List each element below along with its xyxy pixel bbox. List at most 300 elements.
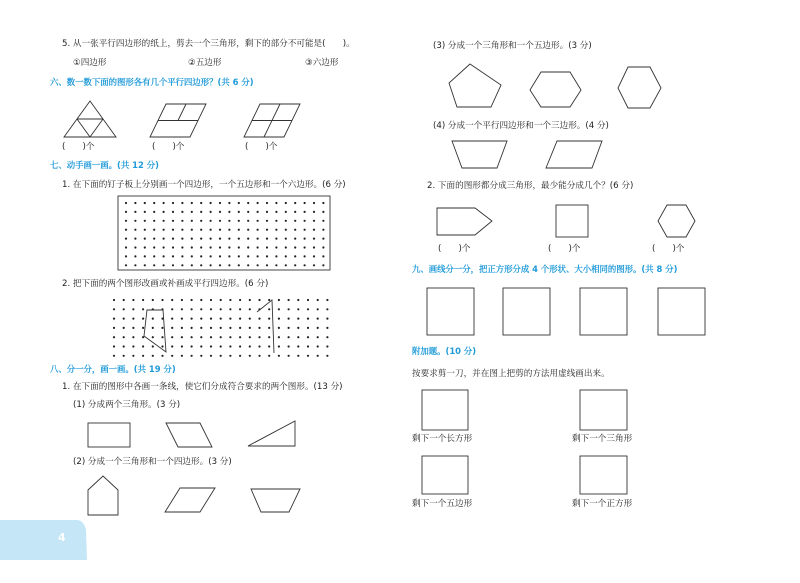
peg-dot bbox=[123, 308, 125, 310]
peg-dot bbox=[307, 299, 309, 301]
peg-dot bbox=[181, 255, 183, 257]
option-3: ③六边形 bbox=[305, 58, 339, 68]
peg-dot bbox=[153, 238, 155, 240]
peg-dot bbox=[239, 355, 241, 357]
parallelogram-figure-2 bbox=[165, 488, 215, 512]
peg-dot bbox=[191, 336, 193, 338]
peg-dot bbox=[326, 355, 328, 357]
bonus-title: 附加题。(10 分) bbox=[412, 346, 477, 356]
peg-dot bbox=[228, 211, 230, 213]
peg-dot bbox=[172, 255, 174, 257]
peg-dot bbox=[200, 327, 202, 329]
peg-dot bbox=[144, 220, 146, 222]
peg-dot bbox=[220, 327, 222, 329]
peg-dot bbox=[322, 255, 324, 257]
peg-dot bbox=[313, 238, 315, 240]
peg-dot bbox=[229, 355, 231, 357]
peg-dot bbox=[153, 220, 155, 222]
peg-dot bbox=[266, 238, 268, 240]
peg-dot bbox=[125, 238, 127, 240]
peg-dot bbox=[313, 220, 315, 222]
peg-dot bbox=[288, 355, 290, 357]
peg-dot bbox=[132, 336, 134, 338]
peg-dot bbox=[132, 308, 134, 310]
divide-square-2 bbox=[503, 288, 550, 335]
peg-dot bbox=[144, 255, 146, 257]
count-figure-parallelogram-b bbox=[244, 104, 300, 137]
trapezoid-figure-2 bbox=[452, 141, 507, 168]
peg-dot bbox=[239, 318, 241, 320]
peg-dot bbox=[172, 246, 174, 248]
peg-dot bbox=[326, 308, 328, 310]
peg-dot bbox=[191, 345, 193, 347]
peg-dot bbox=[181, 345, 183, 347]
peg-dot bbox=[191, 299, 193, 301]
peg-board-1-dots bbox=[125, 202, 325, 267]
hexagon-figure-3 bbox=[658, 205, 695, 237]
peg-dot bbox=[258, 327, 260, 329]
peg-dot bbox=[247, 211, 249, 213]
peg-dot bbox=[161, 345, 163, 347]
bonus-label-pentagon: 剩下一个五边形 bbox=[412, 499, 473, 509]
peg-dot bbox=[239, 327, 241, 329]
peg-dot bbox=[288, 318, 290, 320]
bonus-label-rectangle: 剩下一个长方形 bbox=[412, 434, 473, 444]
peg-dot bbox=[294, 211, 296, 213]
peg-dot bbox=[326, 299, 328, 301]
peg-dot bbox=[317, 299, 319, 301]
arrow-pentagon-figure bbox=[437, 208, 492, 235]
peg-dot bbox=[249, 327, 251, 329]
peg-dot bbox=[307, 345, 309, 347]
peg-dot bbox=[200, 238, 202, 240]
section-8-title: 八、分一分，画一画。(共 19 分) bbox=[50, 364, 176, 374]
peg-dot bbox=[163, 246, 165, 248]
peg-dot bbox=[219, 202, 221, 204]
peg-dot bbox=[297, 345, 299, 347]
peg-dot bbox=[326, 345, 328, 347]
peg-dot bbox=[275, 220, 277, 222]
question-8-1-2: (2) 分成一个三角形和一个四边形。(3 分) bbox=[73, 457, 232, 467]
peg-dot bbox=[181, 336, 183, 338]
peg-dot bbox=[322, 229, 324, 231]
peg-dot bbox=[249, 336, 251, 338]
peg-dot bbox=[238, 229, 240, 231]
peg-dot bbox=[153, 255, 155, 257]
peg-dot bbox=[144, 229, 146, 231]
peg-board-1 bbox=[118, 196, 330, 270]
question-8-1-3: (3) 分成一个三角形和一个五边形。(3 分) bbox=[433, 41, 592, 51]
peg-dot bbox=[134, 246, 136, 248]
peg-dot bbox=[220, 318, 222, 320]
bonus-label-triangle: 剩下一个三角形 bbox=[572, 434, 633, 444]
peg-dot bbox=[113, 308, 115, 310]
peg-dot bbox=[307, 336, 309, 338]
answer-blank-8-2-2: ( )个 bbox=[548, 244, 581, 254]
peg-dot bbox=[200, 202, 202, 204]
peg-dot bbox=[258, 345, 260, 347]
peg-dot bbox=[144, 264, 146, 266]
peg-dot bbox=[191, 246, 193, 248]
peg-dot bbox=[229, 345, 231, 347]
question-8-1-4: (4) 分成一个平行四边形和一个三边形。(4 分) bbox=[433, 121, 609, 131]
peg-dot bbox=[247, 246, 249, 248]
peg-dot bbox=[268, 299, 270, 301]
peg-dot bbox=[210, 318, 212, 320]
peg-dot bbox=[322, 202, 324, 204]
peg-dot bbox=[285, 202, 287, 204]
peg-dot bbox=[210, 229, 212, 231]
peg-dot bbox=[257, 202, 259, 204]
peg-dot bbox=[238, 238, 240, 240]
peg-dot bbox=[171, 355, 173, 357]
peg-dot bbox=[152, 355, 154, 357]
peg-dot bbox=[161, 355, 163, 357]
peg-dot bbox=[275, 211, 277, 213]
peg-dot bbox=[304, 238, 306, 240]
peg-dot bbox=[132, 318, 134, 320]
peg-dot bbox=[134, 238, 136, 240]
peg-dot bbox=[275, 238, 277, 240]
peg-dot bbox=[247, 255, 249, 257]
peg-dot bbox=[239, 308, 241, 310]
divide-square-3 bbox=[580, 288, 627, 335]
question-8-1: 1. 在下面的图形中各画一条线，使它们分成符合要求的两个图形。(13 分) bbox=[62, 382, 343, 392]
peg-dot bbox=[304, 246, 306, 248]
peg-dot bbox=[229, 318, 231, 320]
peg-dot bbox=[258, 355, 260, 357]
peg-dot bbox=[317, 345, 319, 347]
answer-blank-8-2-1: ( )个 bbox=[438, 244, 471, 254]
peg-dot bbox=[200, 255, 202, 257]
peg-dot bbox=[257, 255, 259, 257]
peg-dot bbox=[181, 355, 183, 357]
peg-dot bbox=[200, 355, 202, 357]
peg-dot bbox=[191, 327, 193, 329]
question-7-1: 1. 在下面的钉子板上分别画一个四边形，一个五边形和一个六边形。(6 分) bbox=[62, 180, 346, 190]
peg-dot bbox=[200, 264, 202, 266]
peg-dot bbox=[181, 238, 183, 240]
peg-dot bbox=[307, 308, 309, 310]
peg-dot bbox=[210, 336, 212, 338]
peg-dot bbox=[200, 308, 202, 310]
peg-dot bbox=[288, 308, 290, 310]
peg-dot bbox=[132, 299, 134, 301]
answer-blank-6-2: ( )个 bbox=[152, 142, 185, 152]
house-pentagon-figure bbox=[88, 476, 118, 515]
peg-dot bbox=[307, 355, 309, 357]
peg-dot bbox=[278, 336, 280, 338]
peg-dot bbox=[172, 220, 174, 222]
peg-dot bbox=[219, 246, 221, 248]
peg-dot bbox=[285, 220, 287, 222]
peg-dot bbox=[285, 246, 287, 248]
peg-dot bbox=[172, 202, 174, 204]
peg-dot bbox=[266, 229, 268, 231]
peg-dot bbox=[134, 202, 136, 204]
peg-dot bbox=[171, 299, 173, 301]
peg-dot bbox=[257, 264, 259, 266]
peg-dot bbox=[297, 327, 299, 329]
peg-dot bbox=[181, 318, 183, 320]
peg-dot bbox=[125, 220, 127, 222]
peg-dot bbox=[191, 229, 193, 231]
peg-dot bbox=[163, 229, 165, 231]
peg-dot bbox=[144, 202, 146, 204]
bonus-label-square: 剩下一个正方形 bbox=[572, 499, 633, 509]
peg-dot bbox=[181, 327, 183, 329]
peg-dot bbox=[181, 220, 183, 222]
peg-dot bbox=[181, 229, 183, 231]
peg-dot bbox=[172, 264, 174, 266]
peg-dot bbox=[163, 202, 165, 204]
peg-dot bbox=[317, 308, 319, 310]
pentagon-figure bbox=[449, 64, 501, 107]
peg-dot bbox=[257, 246, 259, 248]
peg-dot bbox=[297, 355, 299, 357]
peg-dot bbox=[304, 255, 306, 257]
peg-dot bbox=[123, 299, 125, 301]
peg-dot bbox=[229, 308, 231, 310]
peg-dot bbox=[210, 255, 212, 257]
peg-dot bbox=[123, 318, 125, 320]
peg-dot bbox=[268, 345, 270, 347]
peg-dot bbox=[247, 264, 249, 266]
peg-dot bbox=[322, 220, 324, 222]
peg-dot bbox=[249, 318, 251, 320]
parallelogram-figure-3 bbox=[546, 141, 602, 168]
peg-dot bbox=[210, 299, 212, 301]
peg-dot bbox=[210, 220, 212, 222]
peg-dot bbox=[191, 211, 193, 213]
peg-dot bbox=[161, 336, 163, 338]
peg-dot bbox=[210, 264, 212, 266]
peg-dot bbox=[317, 327, 319, 329]
peg-dot bbox=[219, 264, 221, 266]
peg-dot bbox=[142, 345, 144, 347]
peg-dot bbox=[123, 355, 125, 357]
peg-dot bbox=[191, 220, 193, 222]
peg-dot bbox=[219, 220, 221, 222]
peg-dot bbox=[229, 299, 231, 301]
peg-dot bbox=[125, 202, 127, 204]
peg-dot bbox=[297, 336, 299, 338]
peg-dot bbox=[125, 246, 127, 248]
peg-dot bbox=[313, 229, 315, 231]
peg-dot bbox=[238, 220, 240, 222]
peg-dot bbox=[200, 229, 202, 231]
answer-blank-6-1: ( )个 bbox=[62, 142, 95, 152]
page-number-tab bbox=[0, 520, 87, 560]
peg-dot bbox=[275, 246, 277, 248]
peg-dot bbox=[317, 318, 319, 320]
peg-dot bbox=[210, 308, 212, 310]
peg-dot bbox=[257, 211, 259, 213]
peg-dot bbox=[258, 318, 260, 320]
peg-dot bbox=[239, 299, 241, 301]
peg-dot bbox=[134, 255, 136, 257]
peg-dot bbox=[200, 318, 202, 320]
peg-dot bbox=[142, 327, 144, 329]
peg-dot bbox=[152, 336, 154, 338]
peg-dot bbox=[288, 299, 290, 301]
peg-dot bbox=[152, 318, 154, 320]
peg-dot bbox=[307, 327, 309, 329]
section-6-title: 六、数一数下面的图形各有几个平行四边形？(共 6 分) bbox=[50, 77, 254, 87]
peg-dot bbox=[247, 229, 249, 231]
peg-dot bbox=[153, 202, 155, 204]
peg-dot bbox=[113, 318, 115, 320]
peg-dot bbox=[125, 264, 127, 266]
peg-dot bbox=[181, 211, 183, 213]
peg-dot bbox=[132, 355, 134, 357]
peg-dot bbox=[257, 238, 259, 240]
peg-dot bbox=[229, 327, 231, 329]
peg-dot bbox=[288, 336, 290, 338]
divide-square-1 bbox=[427, 288, 474, 335]
peg-dot bbox=[294, 264, 296, 266]
peg-dot bbox=[268, 308, 270, 310]
peg-dot bbox=[132, 327, 134, 329]
peg-dot bbox=[278, 345, 280, 347]
peg-dot bbox=[220, 299, 222, 301]
peg-dot bbox=[288, 327, 290, 329]
question-8-2: 2. 下面的图形都分成三角形，最少能分成几个？(6 分) bbox=[427, 181, 634, 191]
peg-dot bbox=[326, 327, 328, 329]
peg-dot bbox=[210, 238, 212, 240]
peg-dot bbox=[278, 355, 280, 357]
peg-dot bbox=[304, 220, 306, 222]
peg-dot bbox=[275, 202, 277, 204]
peg-dot bbox=[268, 336, 270, 338]
peg-dot bbox=[304, 202, 306, 204]
peg-dot bbox=[294, 229, 296, 231]
peg-dot bbox=[152, 299, 154, 301]
peg-dot bbox=[268, 318, 270, 320]
peg-dot bbox=[123, 345, 125, 347]
bonus-square-triangle bbox=[580, 390, 627, 430]
peg-dot bbox=[304, 211, 306, 213]
peg-dot bbox=[228, 264, 230, 266]
peg-dot bbox=[220, 345, 222, 347]
count-figure-triangle bbox=[64, 101, 116, 137]
peg-dot bbox=[191, 202, 193, 204]
peg-dot bbox=[125, 211, 127, 213]
peg-dot bbox=[266, 202, 268, 204]
peg-dot bbox=[191, 355, 193, 357]
peg-dot bbox=[228, 220, 230, 222]
peg-dot bbox=[275, 264, 277, 266]
peg-dot bbox=[285, 264, 287, 266]
peg-dot bbox=[228, 229, 230, 231]
peg-dot bbox=[123, 327, 125, 329]
peg-dot bbox=[266, 220, 268, 222]
peg-dot bbox=[153, 211, 155, 213]
peg-dot bbox=[200, 211, 202, 213]
peg-dot bbox=[285, 238, 287, 240]
peg-dot bbox=[304, 264, 306, 266]
peg-dot bbox=[229, 336, 231, 338]
peg-dot bbox=[239, 336, 241, 338]
peg-dot bbox=[113, 327, 115, 329]
divide-square-4 bbox=[658, 288, 705, 335]
peg-dot bbox=[191, 238, 193, 240]
peg-dot bbox=[249, 345, 251, 347]
peg-dot bbox=[220, 355, 222, 357]
peg-dot bbox=[307, 318, 309, 320]
answer-blank-6-3: ( )个 bbox=[245, 142, 278, 152]
question-5: 5. 从一张平行四边形的纸上，剪去一个三角形，剩下的部分不可能是( )。 bbox=[62, 39, 355, 49]
peg-dot bbox=[171, 345, 173, 347]
peg-dot bbox=[228, 238, 230, 240]
peg-dot bbox=[181, 299, 183, 301]
peg-dot bbox=[144, 246, 146, 248]
peg-dot bbox=[249, 308, 251, 310]
peg-dot bbox=[220, 308, 222, 310]
page-number: 4 bbox=[58, 531, 66, 544]
hexagon-figure bbox=[530, 72, 581, 107]
peg-dot bbox=[210, 355, 212, 357]
peg-dot bbox=[249, 355, 251, 357]
peg-dot bbox=[247, 202, 249, 204]
peg-dot bbox=[163, 255, 165, 257]
rectangle-figure bbox=[88, 423, 130, 447]
peg-dot bbox=[191, 318, 193, 320]
peg-dot bbox=[200, 336, 202, 338]
peg-dot bbox=[142, 299, 144, 301]
peg-dot bbox=[171, 318, 173, 320]
peg-dot bbox=[294, 246, 296, 248]
peg-dot bbox=[297, 318, 299, 320]
peg-dot bbox=[210, 327, 212, 329]
peg-dot bbox=[125, 229, 127, 231]
peg-dot bbox=[181, 246, 183, 248]
peg-dot bbox=[181, 264, 183, 266]
peg-dot bbox=[228, 202, 230, 204]
peg-dot bbox=[313, 211, 315, 213]
peg-dot bbox=[161, 299, 163, 301]
peg-dot bbox=[228, 255, 230, 257]
peg-dot bbox=[238, 264, 240, 266]
section-7-title: 七、动手画一画。(共 12 分) bbox=[50, 160, 159, 170]
peg-dot bbox=[172, 211, 174, 213]
section-9-title: 九、画线分一分，把正方形分成 4 个形状、大小相同的图形。(共 8 分) bbox=[412, 264, 678, 274]
peg-dot bbox=[219, 211, 221, 213]
peg-dot bbox=[210, 345, 212, 347]
peg-dot bbox=[153, 229, 155, 231]
peg-dot bbox=[285, 229, 287, 231]
peg-dot bbox=[313, 264, 315, 266]
peg-dot bbox=[239, 345, 241, 347]
peg-dot bbox=[228, 246, 230, 248]
peg-dot bbox=[152, 345, 154, 347]
bonus-instruction: 按要求剪一刀，并在图上把剪的方法用虚线画出来。 bbox=[412, 369, 610, 379]
peg-dot bbox=[191, 264, 193, 266]
peg-dot bbox=[257, 220, 259, 222]
peg-dot bbox=[258, 299, 260, 301]
peg-dot bbox=[210, 202, 212, 204]
peg-dot bbox=[257, 229, 259, 231]
open-line-drawing bbox=[257, 300, 274, 353]
peg-board-2 bbox=[113, 299, 329, 357]
peg-dot bbox=[181, 202, 183, 204]
peg-dot bbox=[326, 336, 328, 338]
peg-dot bbox=[266, 246, 268, 248]
peg-dot bbox=[219, 238, 221, 240]
question-8-1-1: (1) 分成两个三角形。(3 分) bbox=[73, 400, 181, 410]
bonus-square-rectangle bbox=[422, 390, 468, 430]
peg-dot bbox=[134, 264, 136, 266]
